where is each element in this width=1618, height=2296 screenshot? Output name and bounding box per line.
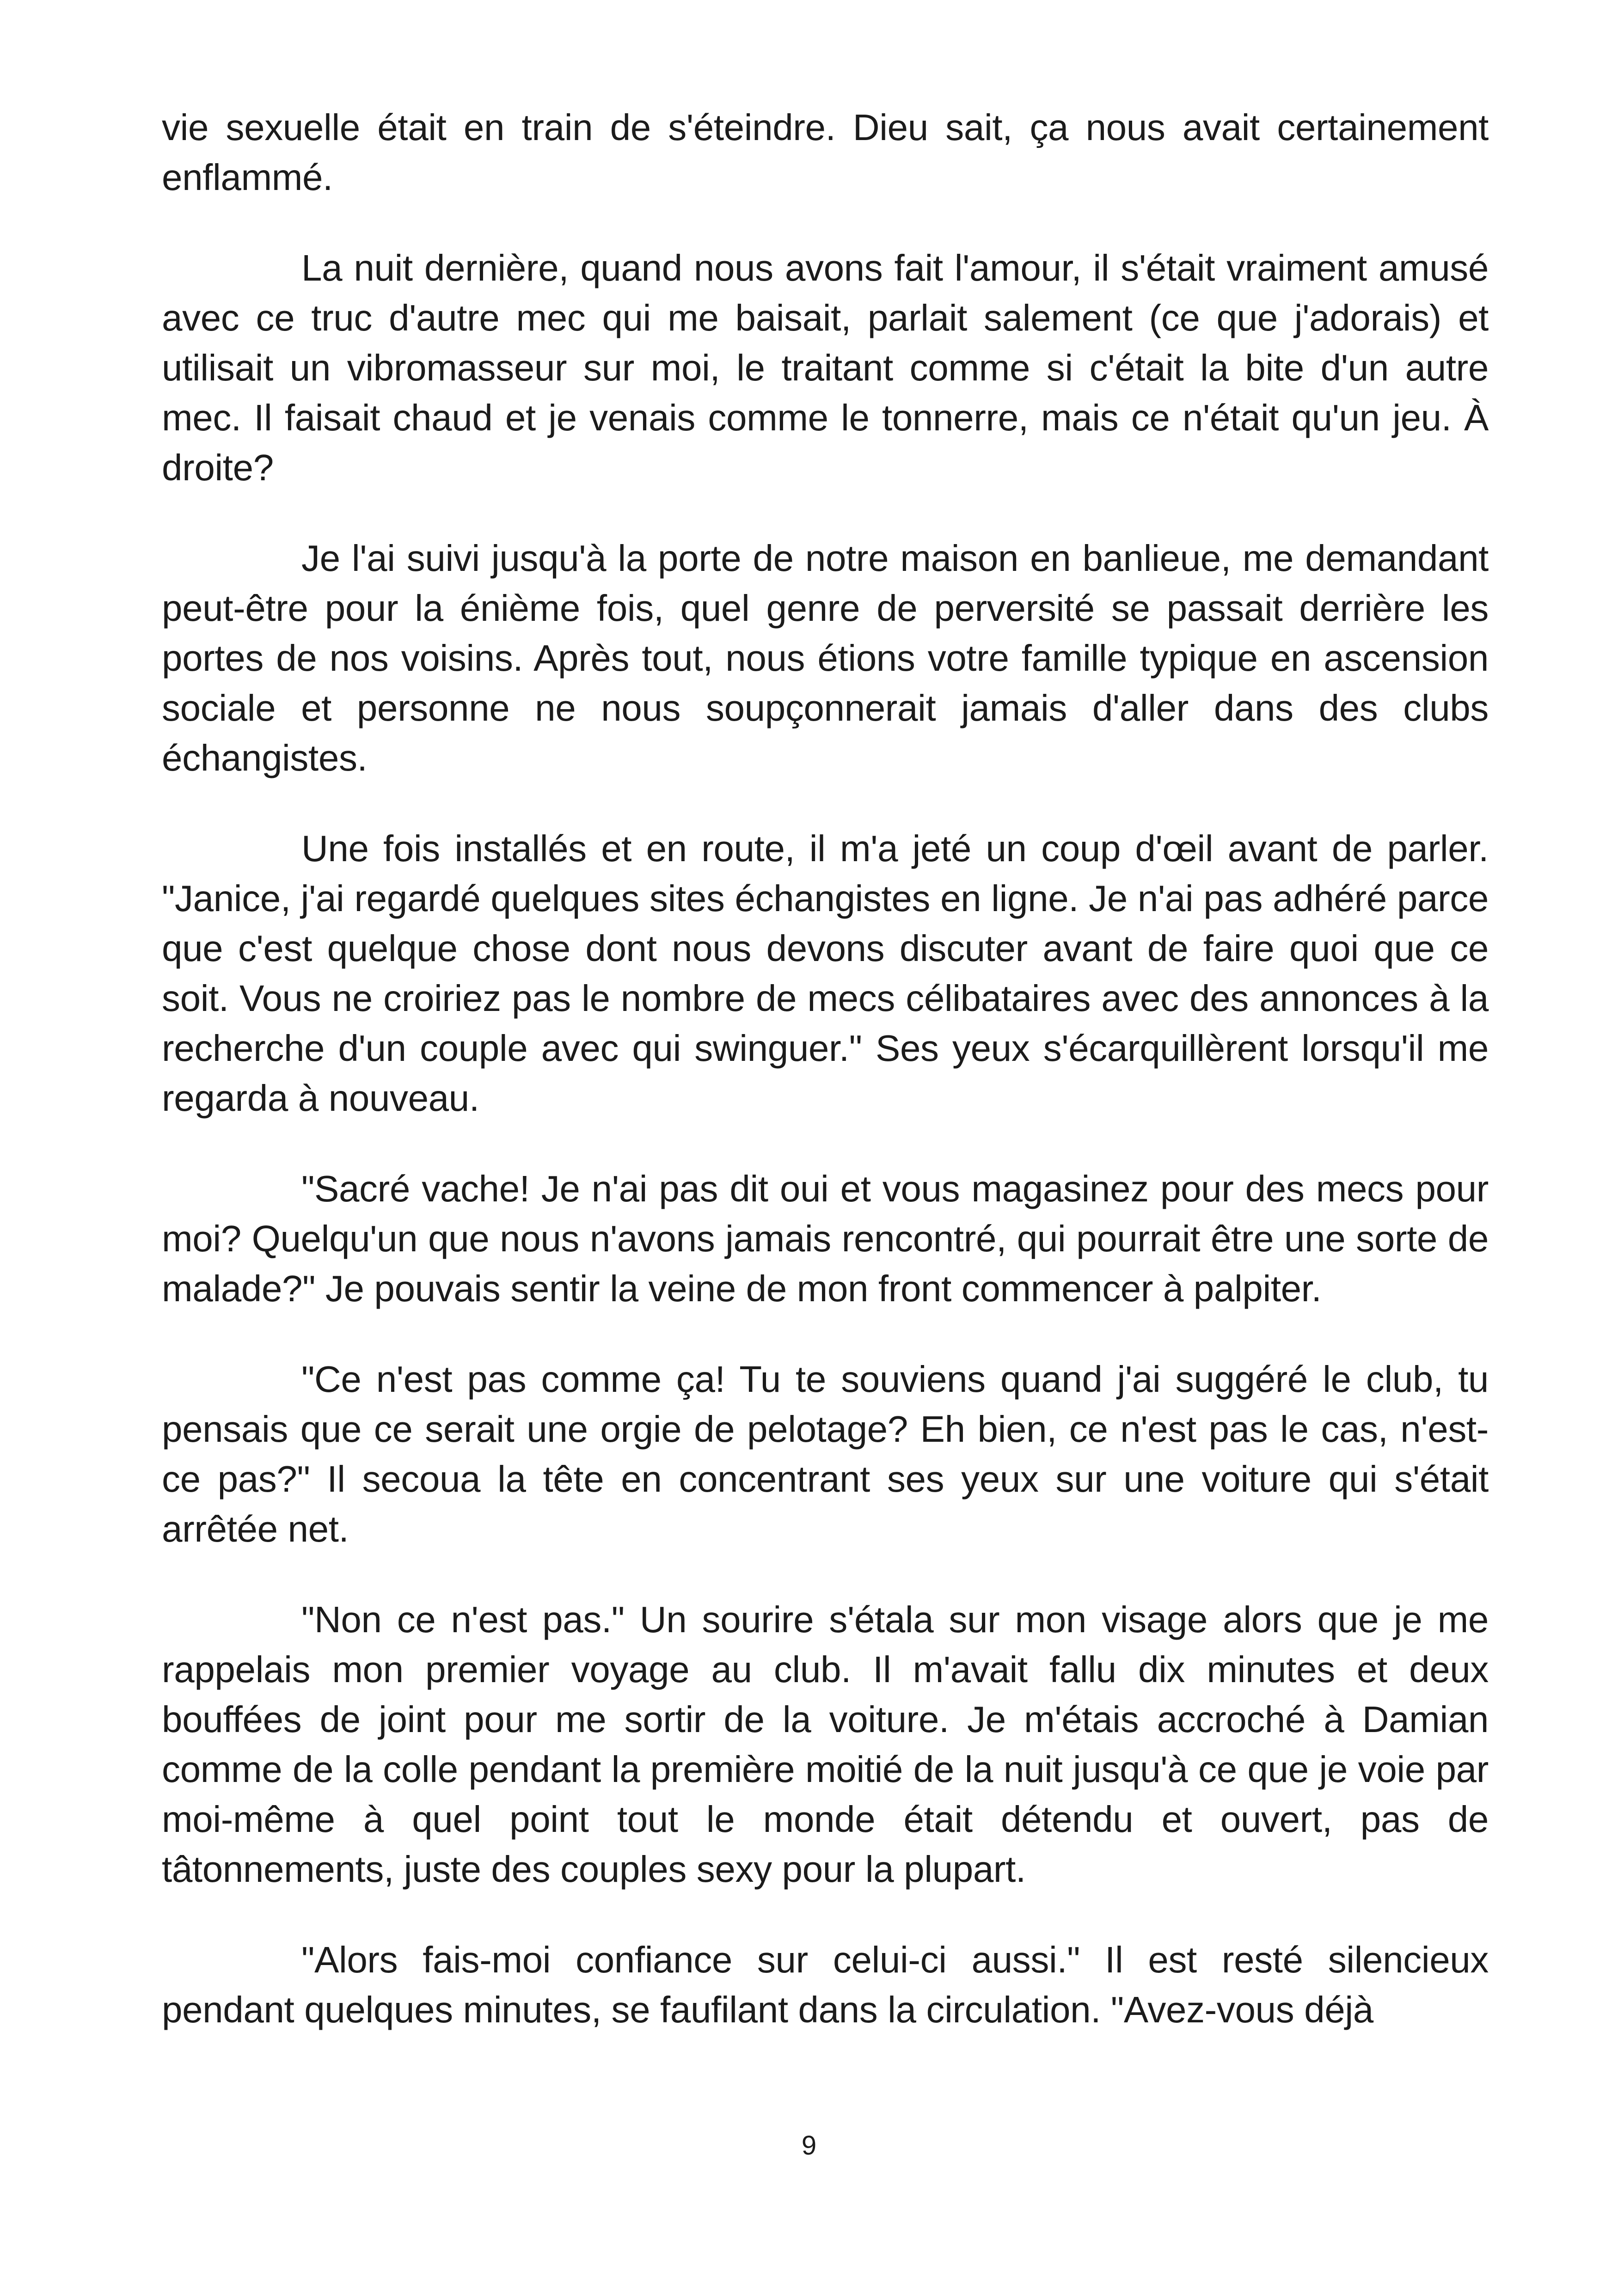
paragraph-6: "Ce n'est pas comme ça! Tu te souviens quand j'ai suggéré le club, tu pensais que ce serait une orgie de pelotage? Eh bien, ce n'est pas le cas, n'est-ce pas?" Il secoua la tête en concentrant ses yeux sur une voiture qui s'était arrêtée net.: [162, 1359, 1489, 1549]
paragraph-1: vie sexuelle était en train de s'éteindre. Dieu sait, ça nous avait certainement enflammé.: [162, 107, 1489, 198]
paragraph-5: "Sacré vache! Je n'ai pas dit oui et vous magasinez pour des mecs pour moi? Quelqu'un que nous n'avons jamais rencontré, qui pourrait être une sorte de malade?" Je pouvais sentir la veine de mon front commencer à palpiter.: [162, 1168, 1489, 1309]
page-number: 9: [801, 2131, 817, 2161]
body-text: [162, 103, 1489, 2076]
paragraph-4: Une fois installés et en route, il m'a jeté un coup d'œil avant de parler. "Janice, j'ai regardé quelques sites échangistes en ligne. Je n'ai pas adhéré parce que c'est quelque chose dont nous devons discuter avant de faire quoi que ce soit. Vous ne croiriez pas le nombre de mecs célibataires avec des annonces à la recherche d'un couple avec qui swinguer." Ses yeux s'écarquillèrent lorsqu'il me regarda à nouveau.: [162, 828, 1489, 1119]
paragraph-3: Je l'ai suivi jusqu'à la porte de notre maison en banlieue, me demandant peut-être pour la énième fois, quel genre de perversité se passait derrière les portes de nos voisins. Après tout, nous étions votre famille typique en ascension sociale et personne ne nous soupçonnerait jamais d'aller dans des clubs échangistes.: [162, 538, 1489, 778]
paragraph-2: La nuit dernière, quand nous avons fait l'amour, il s'était vraiment amusé avec ce truc d'autre mec qui me baisait, parlait salement (ce que j'adorais) et utilisait un vibromasseur sur moi, le traitant comme si c'était la bite d'un autre mec. Il faisait chaud et je venais comme le tonnerre, mais ce n'était qu'un jeu. À droite?: [162, 247, 1489, 488]
paragraph-7: "Non ce n'est pas." Un sourire s'étala sur mon visage alors que je me rappelais mon premier voyage au club. Il m'avait fallu dix minutes et deux bouffées de joint pour me sortir de la voiture. Je m'étais accroché à Damian comme de la colle pendant la première moitié de la nuit jusqu'à ce que je voie par moi-même à quel point tout le monde était détendu et ouvert, pas de tâtonnements, juste des couples sexy pour la plupart.: [162, 1599, 1489, 1890]
paragraph-8: "Alors fais-moi confiance sur celui-ci aussi." Il est resté silencieux pendant quelques minutes, se faufilant dans la circulation. "Avez-vous déjà: [162, 1939, 1489, 2030]
